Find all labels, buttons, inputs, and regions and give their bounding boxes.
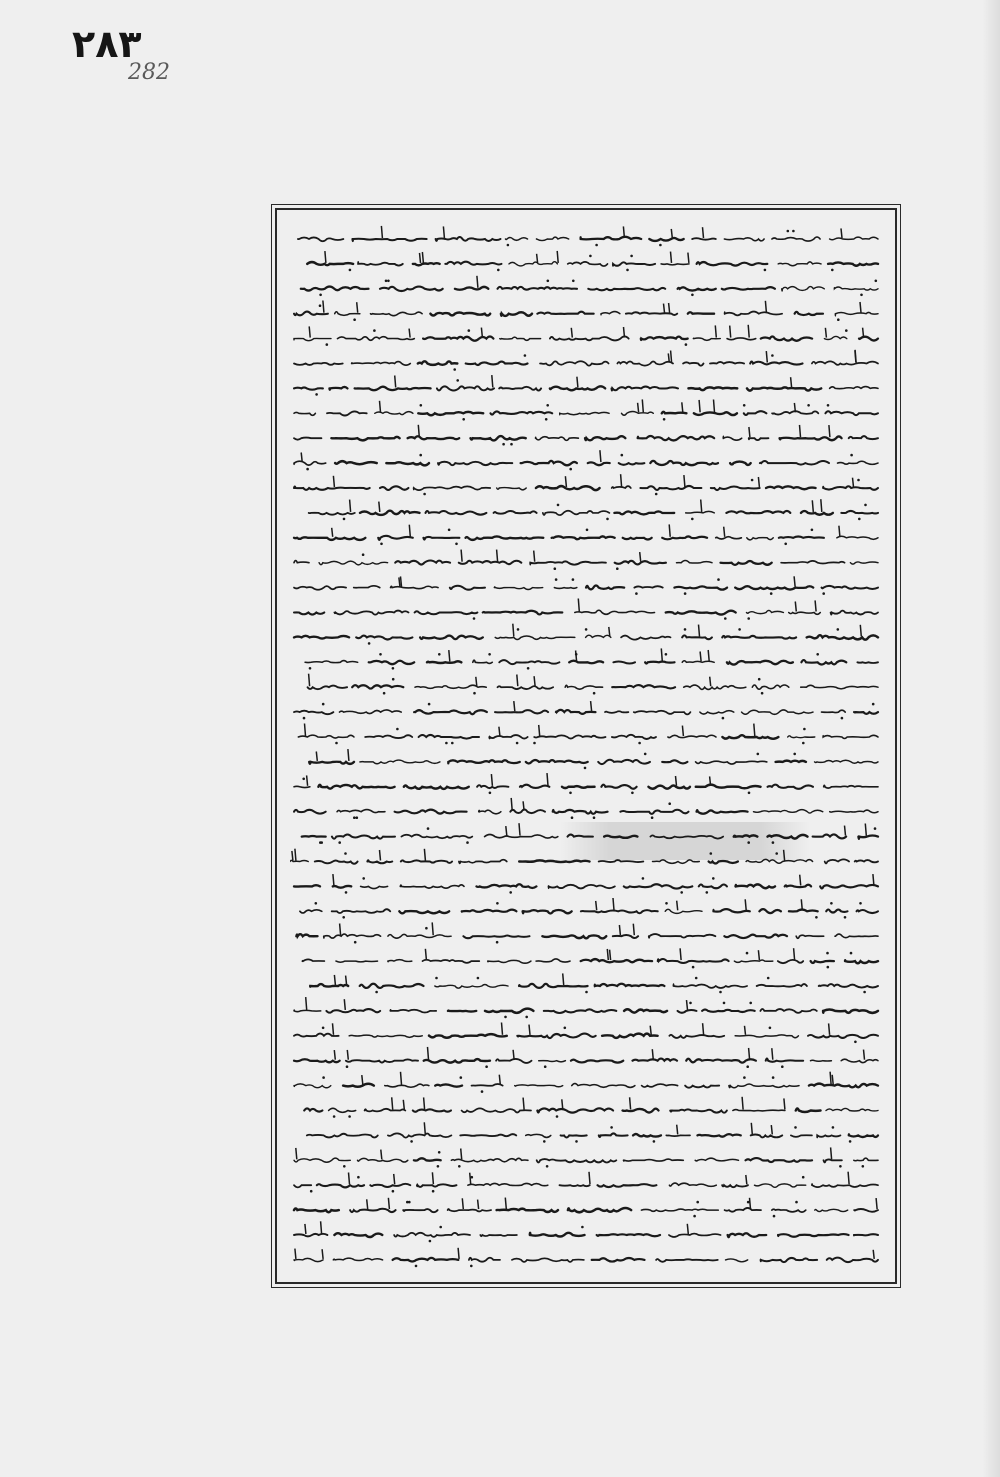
manuscript-line (298, 724, 878, 745)
page-number-arabic: ٢٨٣ (72, 22, 142, 66)
manuscript-line (294, 599, 878, 620)
page-number-pencil: 282 (128, 60, 170, 85)
manuscript-line (294, 1147, 878, 1167)
manuscript-line (294, 375, 878, 396)
manuscript-line (305, 648, 878, 669)
manuscript-line (302, 948, 878, 968)
manuscript-line (309, 499, 878, 520)
manuscript-line (307, 1122, 878, 1142)
manuscript-text-lines (290, 225, 882, 1270)
manuscript-line (294, 1248, 878, 1267)
manuscript-line (307, 251, 878, 271)
manuscript-line (294, 624, 878, 645)
manuscript-line (294, 350, 878, 371)
manuscript-line (294, 1023, 878, 1044)
manuscript-line (294, 301, 878, 322)
manuscript-line (294, 1172, 878, 1193)
manuscript-line (296, 922, 878, 943)
manuscript-line (294, 425, 878, 446)
manuscript-line (294, 524, 878, 545)
manuscript-line (309, 749, 878, 769)
manuscript-line (294, 399, 878, 420)
manuscript-line (294, 474, 878, 495)
manuscript-line (294, 1072, 878, 1093)
manuscript-line (294, 576, 878, 595)
manuscript-line (294, 1221, 878, 1242)
manuscript-line (300, 898, 878, 919)
manuscript-line (310, 973, 878, 993)
manuscript-line (302, 823, 878, 844)
manuscript-line (301, 276, 878, 296)
manuscript-line (294, 550, 878, 570)
manuscript-line (294, 997, 878, 1018)
manuscript-line (294, 701, 878, 719)
manuscript-line (290, 849, 878, 864)
manuscript-line (294, 325, 878, 346)
manuscript-line (294, 1198, 878, 1218)
manuscript-line (294, 450, 878, 470)
manuscript-line (294, 798, 878, 819)
manuscript-line (294, 1047, 878, 1068)
manuscript-line (294, 874, 878, 894)
scan-edge-shadow (982, 0, 1000, 1477)
manuscript-line (294, 773, 878, 794)
manuscript-line (304, 1097, 878, 1118)
manuscript-line (298, 226, 878, 246)
manuscript-line (308, 674, 879, 695)
